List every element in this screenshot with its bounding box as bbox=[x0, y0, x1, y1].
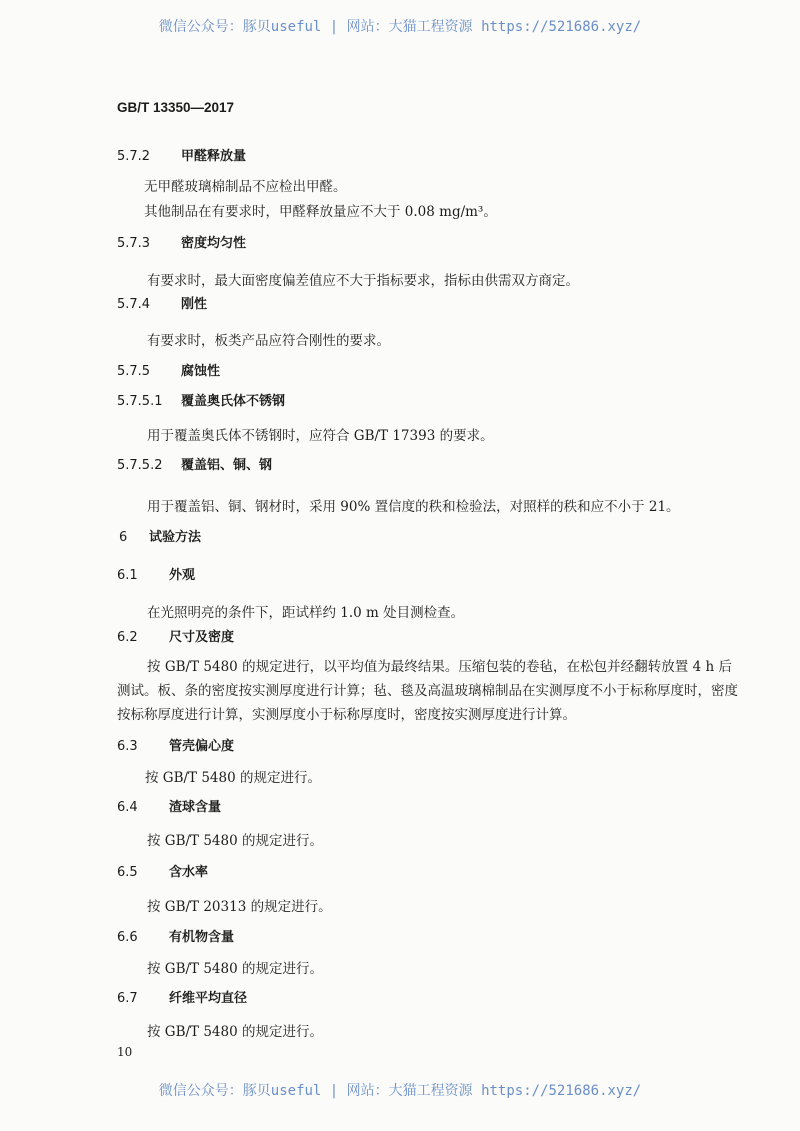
paragraph-line: 有要求时，板类产品应符合刚性的要求。 bbox=[147, 333, 390, 349]
section-number: 6.7 bbox=[117, 991, 138, 1006]
paragraph-line: 按 GB/T 5480 的规定进行。 bbox=[147, 833, 323, 849]
paragraph-line: 按 GB/T 5480 的规定进行，以平均值为最终结果。压缩包装的卷毡，在松包并经翻转放置 4 h 后 bbox=[147, 659, 732, 675]
section-number: 6.2 bbox=[117, 630, 138, 645]
section-heading bbox=[119, 531, 201, 544]
section-number: 5.7.5.2 bbox=[117, 458, 163, 473]
paragraph-line: 用于覆盖奥氏体不锈钢时，应符合 GB/T 17393 的要求。 bbox=[147, 428, 494, 444]
paragraph-line: 有要求时，最大面密度偏差值应不大于指标要求，指标由供需双方商定。 bbox=[147, 273, 579, 289]
section-title: 管壳偏心度 bbox=[169, 739, 235, 754]
watermark-bottom: 微信公众号：豚贝useful | 网站：大猫工程资源 https://521686.xyz/ bbox=[158, 1083, 642, 1099]
section-number: 5.7.4 bbox=[117, 297, 151, 312]
section-heading bbox=[117, 931, 234, 944]
section-title: 覆盖铝、铜、钢 bbox=[181, 458, 273, 473]
section-title: 尺寸及密度 bbox=[169, 630, 235, 645]
section-heading bbox=[117, 395, 285, 408]
section-heading bbox=[117, 992, 247, 1005]
section-title: 覆盖奥氏体不锈钢 bbox=[181, 394, 286, 409]
paragraph-line: 测试。板、条的密度按实测厚度进行计算；毡、毯及高温玻璃棉制品在实测厚度不小于标称厚度时，密度 bbox=[117, 683, 738, 699]
section-title: 密度均匀性 bbox=[181, 236, 247, 251]
section-heading bbox=[117, 459, 272, 472]
page-number: 10 bbox=[117, 1045, 133, 1059]
section-number: 6.3 bbox=[117, 739, 138, 754]
section-heading bbox=[117, 631, 234, 644]
section-number: 6.5 bbox=[117, 865, 138, 880]
section-title: 外观 bbox=[169, 568, 196, 583]
section-heading bbox=[117, 237, 246, 250]
section-title: 渣球含量 bbox=[169, 800, 222, 815]
section-number: 6 bbox=[119, 530, 128, 545]
section-number: 6.6 bbox=[117, 930, 138, 945]
paragraph-line: 按 GB/T 5480 的规定进行。 bbox=[145, 770, 321, 786]
section-title: 甲醛释放量 bbox=[181, 149, 247, 164]
section-title: 刚性 bbox=[181, 297, 208, 312]
section-title: 试验方法 bbox=[149, 530, 202, 545]
section-heading bbox=[117, 866, 208, 879]
section-heading bbox=[117, 150, 246, 163]
section-heading bbox=[117, 365, 220, 378]
watermark-top: 微信公众号：豚贝useful | 网站：大猫工程资源 https://521686.xyz/ bbox=[158, 19, 642, 35]
section-heading bbox=[117, 569, 195, 582]
section-number: 6.1 bbox=[117, 568, 138, 583]
section-title: 有机物含量 bbox=[169, 930, 235, 945]
paragraph-line: 用于覆盖铝、铜、钢材时，采用 90% 置信度的秩和检验法，对照样的秩和应不小于 21。 bbox=[147, 499, 680, 515]
standard-header: GB/T 13350—2017 bbox=[117, 100, 235, 115]
section-number: 5.7.2 bbox=[117, 149, 151, 164]
paragraph-line: 按 GB/T 5480 的规定进行。 bbox=[147, 961, 323, 977]
section-heading bbox=[117, 298, 207, 311]
paragraph-line: 其他制品在有要求时，甲醛释放量应不大于 0.08 mg/m³。 bbox=[144, 204, 497, 220]
paragraph-line: 按标称厚度进行计算，实测厚度小于标称厚度时，密度按实测厚度进行计算。 bbox=[117, 707, 576, 723]
section-number: 5.7.3 bbox=[117, 236, 151, 251]
section-title: 含水率 bbox=[169, 865, 209, 880]
paragraph-line: 无甲醛玻璃棉制品不应检出甲醛。 bbox=[144, 179, 347, 195]
paragraph-line: 按 GB/T 5480 的规定进行。 bbox=[147, 1024, 323, 1040]
section-title: 腐蚀性 bbox=[181, 364, 221, 379]
section-number: 6.4 bbox=[117, 800, 138, 815]
section-number: 5.7.5 bbox=[117, 364, 151, 379]
paragraph-line: 在光照明亮的条件下，距试样约 1.0 m 处目测检查。 bbox=[147, 605, 465, 621]
section-heading bbox=[117, 740, 234, 753]
section-heading bbox=[117, 801, 221, 814]
paragraph-line: 按 GB/T 20313 的规定进行。 bbox=[147, 899, 332, 915]
section-number: 5.7.5.1 bbox=[117, 394, 163, 409]
section-title: 纤维平均直径 bbox=[169, 991, 248, 1006]
